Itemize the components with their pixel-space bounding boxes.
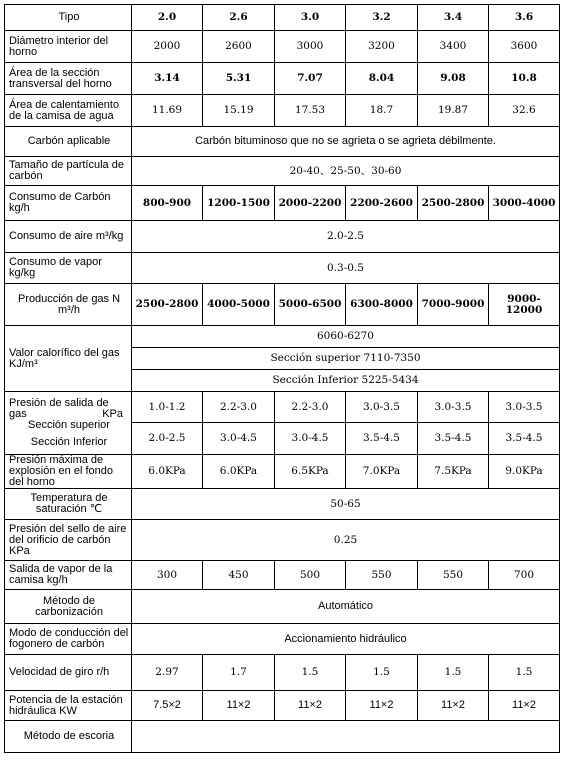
table-cell: 300 (132, 561, 203, 590)
table-cell: 7000-9000 (418, 284, 489, 326)
table-row (5, 624, 560, 655)
type-header: 2.6 (203, 5, 275, 31)
section-label: Sección Inferior (272, 374, 359, 386)
table-cell: 3200 (346, 31, 418, 63)
table-row (5, 455, 560, 489)
table-cell: 4000-5000 (203, 284, 275, 326)
spec-table (4, 4, 560, 753)
row-label: Valor calorífico del gas KJ/m³ (5, 326, 132, 392)
table-cell: 1.5 (346, 655, 418, 691)
table-cell: 2.2-3.0 (203, 392, 275, 423)
row-label: Producción de gas N m³/h (5, 284, 132, 326)
table-cell: 3.0-3.5 (346, 392, 418, 423)
table-cell: 700 (489, 561, 560, 590)
table-cell: 2.97 (132, 655, 203, 691)
table-cell: Automático (132, 590, 560, 624)
table-cell: 550 (418, 561, 489, 590)
table-cell: 11×2 (203, 691, 275, 721)
type-header: 3.2 (346, 5, 418, 31)
table-cell: Accionamiento hidráulico (132, 624, 560, 655)
table-cell: 2000 (132, 31, 203, 63)
table-cell: 1.5 (275, 655, 346, 691)
table-cell: 20-40、25-50、30-60 (132, 157, 560, 186)
table-cell: 3.0-4.5 (275, 423, 346, 455)
table-row (5, 655, 560, 691)
table-cell: 3.5-4.5 (489, 423, 560, 455)
row-label: Presión máxima de explosión en el fondo del horno (5, 455, 132, 489)
table-cell: 7.0KPa (346, 455, 418, 489)
table-row (5, 221, 560, 253)
row-label: Velocidad de giro r/h (5, 655, 132, 691)
table-cell: 2.0-2.5 (132, 423, 203, 455)
table-row (5, 561, 560, 590)
table-row (5, 284, 560, 326)
row-label: Método de carbonización (5, 590, 132, 624)
table-row (5, 691, 560, 721)
table-cell: 3.5-4.5 (418, 423, 489, 455)
table-cell: 32.6 (489, 95, 560, 127)
table-cell: 6.0KPa (203, 455, 275, 489)
row-label: Tamaño de partícula de carbón (5, 157, 132, 186)
type-header: 3.6 (489, 5, 560, 31)
table-cell: 3.5-4.5 (346, 423, 418, 455)
table-row (5, 253, 560, 284)
table-cell (132, 721, 560, 753)
table-cell: 7.07 (275, 63, 346, 95)
table-cell: 6300-8000 (346, 284, 418, 326)
table-cell: 10.8 (489, 63, 560, 95)
table-cell: 5.31 (203, 63, 275, 95)
type-header: 3.0 (275, 5, 346, 31)
table-cell: 3600 (489, 31, 560, 63)
row-label: Área de calentamiento de la camisa de agua (5, 95, 132, 127)
table-cell: 11.69 (132, 95, 203, 127)
row-label: Modo de conducción del fogonero de carbón (5, 624, 132, 655)
table-row (5, 520, 560, 561)
table-cell: 2000-2200 (275, 186, 346, 221)
table-cell: 6.5KPa (275, 455, 346, 489)
table-cell: 1.7 (203, 655, 275, 691)
row-label: Método de escoria (5, 721, 132, 753)
table-cell: 11×2 (275, 691, 346, 721)
row-label: Temperatura de saturación ℃ (5, 489, 132, 520)
table-cell: 2500-2800 (418, 186, 489, 221)
type-header: 3.4 (418, 5, 489, 31)
table-cell: 1.5 (489, 655, 560, 691)
table-cell: 19.87 (418, 95, 489, 127)
table-row (5, 590, 560, 624)
table-row (5, 489, 560, 520)
table-cell: 1200-1500 (203, 186, 275, 221)
table-cell: 3000-4000 (489, 186, 560, 221)
section-label: Sección superior (270, 352, 361, 364)
table-cell: 1.0-1.2 (132, 392, 203, 423)
table-cell: 11×2 (346, 691, 418, 721)
row-label: Potencia de la estación hidráulica KW (5, 691, 132, 721)
table-cell: 9.08 (418, 63, 489, 95)
table-cell: 550 (346, 561, 418, 590)
table-row (5, 127, 560, 157)
table-cell: 0.3-0.5 (132, 253, 560, 284)
table-cell: 3.0-3.5 (418, 392, 489, 423)
table-cell: 2.2-3.0 (275, 392, 346, 423)
row-label (5, 392, 132, 455)
table-row (5, 157, 560, 186)
table-cell: 7.5KPa (418, 455, 489, 489)
row-label: Consumo de vapor kg/kg (5, 253, 132, 284)
table-cell: 9000-12000 (489, 284, 560, 326)
table-cell: 9.0KPa (489, 455, 560, 489)
row-label: Salida de vapor de la camisa kg/h (5, 561, 132, 590)
table-cell: 1.5 (418, 655, 489, 691)
row-label: Área de la sección transversal del horno (5, 63, 132, 95)
table-cell: 3.14 (132, 63, 203, 95)
row-label: Carbón aplicable (5, 127, 132, 157)
section-label: Sección superior (28, 419, 110, 431)
table-cell (132, 370, 560, 392)
row-label-gas: gas (9, 408, 27, 420)
table-cell: 11×2 (418, 691, 489, 721)
table-cell: 17.53 (275, 95, 346, 127)
table-row (5, 186, 560, 221)
row-label: Consumo de Carbón kg/h (5, 186, 132, 221)
table-row (5, 392, 560, 423)
table-cell: 450 (203, 561, 275, 590)
table-cell: 0.25 (132, 520, 560, 561)
table-cell: 7.5×2 (132, 691, 203, 721)
table-cell: 50-65 (132, 489, 560, 520)
row-label-unit: KPa (102, 408, 123, 420)
table-cell: 2.0-2.5 (132, 221, 560, 253)
table-cell: 15.19 (203, 95, 275, 127)
table-cell: 8.04 (346, 63, 418, 95)
table-cell: 6.0KPa (132, 455, 203, 489)
table-row (5, 95, 560, 127)
table-row (5, 63, 560, 95)
row-label: Diámetro interior del horno (5, 31, 132, 63)
section-value: 7110-7350 (363, 352, 421, 364)
table-cell: 3400 (418, 31, 489, 63)
row-label: Consumo de aire m³/kg (5, 221, 132, 253)
table-cell: Carbón bituminoso que no se agrieta o se agrieta débilmente. (132, 127, 560, 157)
table-cell: 3.0-3.5 (489, 392, 560, 423)
section-label: Sección Inferior (30, 436, 108, 448)
section-value: 5225-5434 (361, 374, 419, 386)
tipo-label: Tipo (5, 5, 132, 31)
table-cell (132, 348, 560, 370)
type-header: 2.0 (132, 5, 203, 31)
header-row (5, 5, 560, 31)
table-cell: 3000 (275, 31, 346, 63)
table-row (5, 721, 560, 753)
table-cell: 5000-6500 (275, 284, 346, 326)
table-cell: 11×2 (489, 691, 560, 721)
table-row (5, 31, 560, 63)
table-cell: 18.7 (346, 95, 418, 127)
row-label: Presión del sello de aire del orificio de carbón KPa (5, 520, 132, 561)
table-cell: 800-900 (132, 186, 203, 221)
table-row (5, 326, 560, 348)
table-cell: 2500-2800 (132, 284, 203, 326)
row-label-line: Presión de salida de (9, 397, 109, 409)
table-cell: 2600 (203, 31, 275, 63)
table-cell: 2200-2600 (346, 186, 418, 221)
table-cell: 3.0-4.5 (203, 423, 275, 455)
table-cell: 6060-6270 (132, 326, 560, 348)
table-cell: 500 (275, 561, 346, 590)
